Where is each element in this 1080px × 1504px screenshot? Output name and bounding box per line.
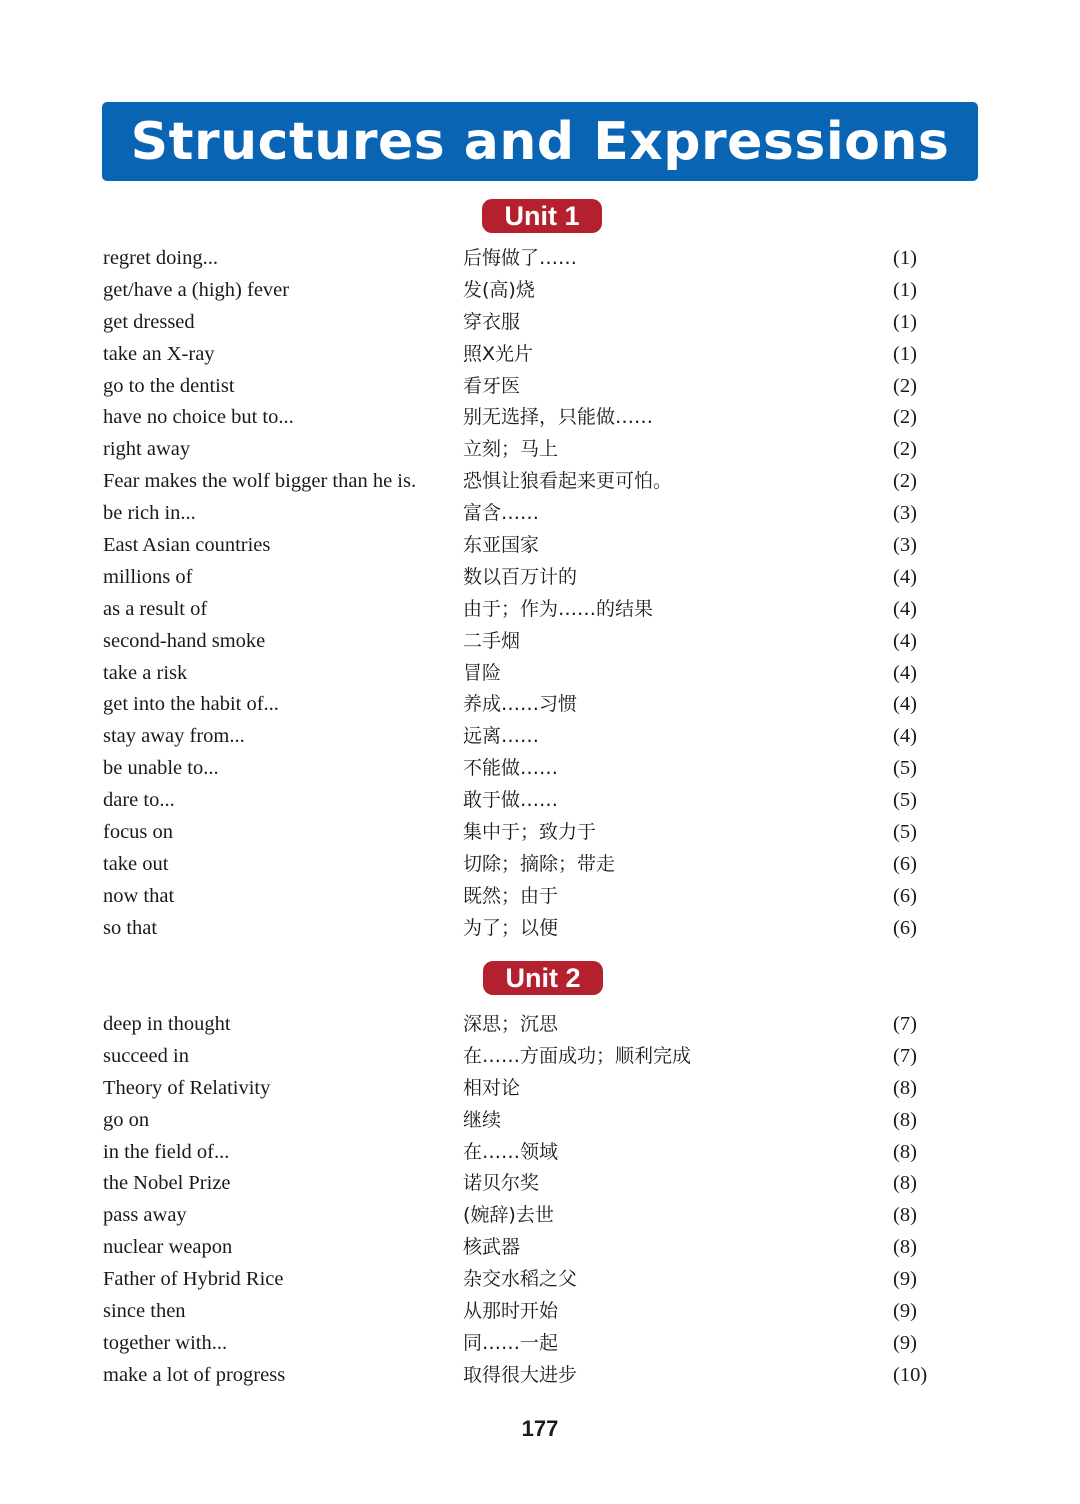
list-item [0, 1168, 1080, 1200]
english-expression: pass away [103, 1204, 187, 1227]
page-reference: (8) [893, 1076, 917, 1099]
chinese-meaning: 既然；由于 [463, 884, 559, 907]
english-expression: Father of Hybrid Rice [103, 1268, 284, 1291]
page-reference: (1) [893, 278, 917, 301]
list-item [0, 721, 1080, 753]
chinese-meaning: 敢于做…… [463, 789, 559, 812]
page-reference: (9) [893, 1331, 917, 1354]
chinese-meaning: 继续 [463, 1108, 502, 1131]
page-reference: (1) [893, 247, 917, 269]
list-item [0, 626, 1080, 658]
list-item [0, 753, 1080, 785]
english-expression: since then [103, 1300, 186, 1323]
chinese-meaning: 别无选择，只能做…… [463, 406, 654, 429]
page-reference: (4) [893, 629, 917, 652]
chinese-meaning: 为了；以便 [463, 916, 559, 939]
chinese-meaning: 东亚国家 [463, 534, 540, 557]
list-item [0, 1009, 1080, 1041]
list-item [0, 530, 1080, 562]
chinese-meaning: 核武器 [463, 1236, 521, 1259]
page-reference: (1) [893, 342, 917, 365]
chinese-meaning: 在……方面成功；顺利完成 [463, 1044, 692, 1067]
chinese-meaning: 切除；摘除；带走 [463, 852, 616, 875]
english-expression: go on [103, 1108, 150, 1131]
chinese-meaning: 远离…… [463, 725, 540, 748]
list-item [0, 243, 1080, 275]
english-expression: Theory of Relativity [103, 1076, 271, 1099]
chinese-meaning: 诺贝尔奖 [463, 1172, 540, 1195]
chinese-meaning: 不能做…… [463, 757, 559, 780]
page-reference: (7) [893, 1013, 917, 1035]
unit-1-entry-list [0, 243, 1080, 945]
list-item [0, 1296, 1080, 1328]
list-item [0, 881, 1080, 913]
page-title: Structures and Expressions [130, 111, 950, 172]
list-item [0, 1073, 1080, 1105]
english-expression: millions of [103, 565, 193, 588]
english-expression: second-hand smoke [103, 629, 266, 652]
english-expression: in the field of... [103, 1140, 230, 1163]
list-item [0, 275, 1080, 307]
page-reference: (3) [893, 502, 917, 525]
english-expression: Fear makes the wolf bigger than he is. [103, 470, 417, 493]
chinese-meaning: (婉辞)去世 [463, 1204, 554, 1227]
english-expression: so that [103, 916, 158, 939]
page-reference: (9) [893, 1300, 917, 1323]
english-expression: stay away from... [103, 725, 245, 748]
page-reference: (5) [893, 757, 917, 780]
list-item [0, 689, 1080, 721]
chinese-meaning: 集中于；致力于 [463, 821, 597, 844]
title-banner [102, 102, 978, 181]
chinese-meaning: 相对论 [463, 1076, 521, 1099]
list-item [0, 402, 1080, 434]
page-reference: (2) [893, 438, 917, 461]
list-item [0, 1264, 1080, 1296]
english-expression: have no choice but to... [103, 406, 294, 429]
list-item [0, 1137, 1080, 1169]
list-item [0, 434, 1080, 466]
list-item [0, 466, 1080, 498]
page-reference: (4) [893, 725, 917, 748]
list-item [0, 1328, 1080, 1360]
chinese-meaning: 在……领域 [463, 1140, 559, 1163]
list-item [0, 307, 1080, 339]
english-expression: dare to... [103, 789, 175, 812]
english-expression: the Nobel Prize [103, 1172, 231, 1195]
list-item [0, 594, 1080, 626]
english-expression: go to the dentist [103, 374, 235, 397]
chinese-meaning: 深思；沉思 [463, 1013, 559, 1035]
page-reference: (1) [893, 310, 917, 333]
page-reference: (4) [893, 597, 917, 620]
english-expression: East Asian countries [103, 534, 271, 557]
list-item [0, 785, 1080, 817]
english-expression: take out [103, 852, 169, 875]
page-reference: (3) [893, 534, 917, 557]
english-expression: take an X-ray [103, 342, 215, 365]
list-item [0, 658, 1080, 690]
english-expression: as a result of [103, 597, 208, 620]
list-item [0, 339, 1080, 371]
page-reference: (6) [893, 884, 917, 907]
english-expression: take a risk [103, 661, 188, 684]
english-expression: right away [103, 438, 191, 461]
chinese-meaning: 发(高)烧 [463, 278, 535, 301]
page-reference: (4) [893, 693, 917, 716]
list-item [0, 1360, 1080, 1392]
english-expression: get/have a (high) fever [103, 278, 290, 301]
list-item [0, 1200, 1080, 1232]
list-item [0, 1232, 1080, 1264]
chinese-meaning: 后悔做了…… [463, 247, 578, 269]
page-reference: (2) [893, 470, 917, 493]
english-expression: focus on [103, 821, 174, 844]
page-reference: (6) [893, 916, 917, 939]
english-expression: make a lot of progress [103, 1363, 286, 1386]
page-reference: (5) [893, 821, 917, 844]
list-item [0, 817, 1080, 849]
list-item [0, 562, 1080, 594]
page-reference: (2) [893, 374, 917, 397]
page-reference: (8) [893, 1108, 917, 1131]
english-expression: get dressed [103, 310, 195, 333]
list-item [0, 1041, 1080, 1073]
page-reference: (4) [893, 565, 917, 588]
unit-2-entry-list [0, 1009, 1080, 1392]
list-item [0, 498, 1080, 530]
chinese-meaning: 数以百万计的 [463, 565, 578, 588]
chinese-meaning: 由于；作为……的结果 [463, 597, 654, 620]
page-reference: (5) [893, 789, 917, 812]
page-reference: (10) [893, 1363, 928, 1386]
page-reference: (8) [893, 1140, 917, 1163]
page-reference: (8) [893, 1236, 917, 1259]
chinese-meaning: 冒险 [463, 661, 502, 684]
chinese-meaning: 照X光片 [463, 342, 534, 365]
english-expression: succeed in [103, 1044, 189, 1067]
chinese-meaning: 立刻；马上 [463, 438, 559, 461]
chinese-meaning: 养成……习惯 [463, 693, 578, 716]
page-reference: (8) [893, 1204, 917, 1227]
unit-2-badge: Unit 2 [483, 961, 603, 995]
english-expression: regret doing... [103, 247, 218, 269]
chinese-meaning: 二手烟 [463, 629, 521, 652]
page-number: 177 [521, 1416, 559, 1441]
english-expression: be rich in... [103, 502, 196, 525]
list-item [0, 371, 1080, 403]
chinese-meaning: 穿衣服 [463, 310, 521, 333]
page-reference: (6) [893, 852, 917, 875]
chinese-meaning: 看牙医 [463, 374, 521, 397]
chinese-meaning: 杂交水稻之父 [463, 1268, 578, 1291]
english-expression: be unable to... [103, 757, 219, 780]
english-expression: now that [103, 884, 175, 907]
english-expression: deep in thought [103, 1013, 231, 1035]
page-reference: (7) [893, 1044, 917, 1067]
chinese-meaning: 取得很大进步 [463, 1363, 578, 1386]
english-expression: get into the habit of... [103, 693, 279, 716]
list-item [0, 1105, 1080, 1137]
page-reference: (2) [893, 406, 917, 429]
chinese-meaning: 从那时开始 [463, 1300, 559, 1323]
chinese-meaning: 同……一起 [463, 1331, 559, 1354]
chinese-meaning: 富含…… [463, 502, 540, 525]
page-reference: (8) [893, 1172, 917, 1195]
list-item [0, 913, 1080, 945]
chinese-meaning: 恐惧让狼看起来更可怕。 [463, 470, 673, 493]
list-item [0, 849, 1080, 881]
page-reference: (9) [893, 1268, 917, 1291]
english-expression: nuclear weapon [103, 1236, 233, 1259]
page-reference: (4) [893, 661, 917, 684]
unit-1-badge: Unit 1 [482, 199, 602, 233]
english-expression: together with... [103, 1331, 228, 1354]
